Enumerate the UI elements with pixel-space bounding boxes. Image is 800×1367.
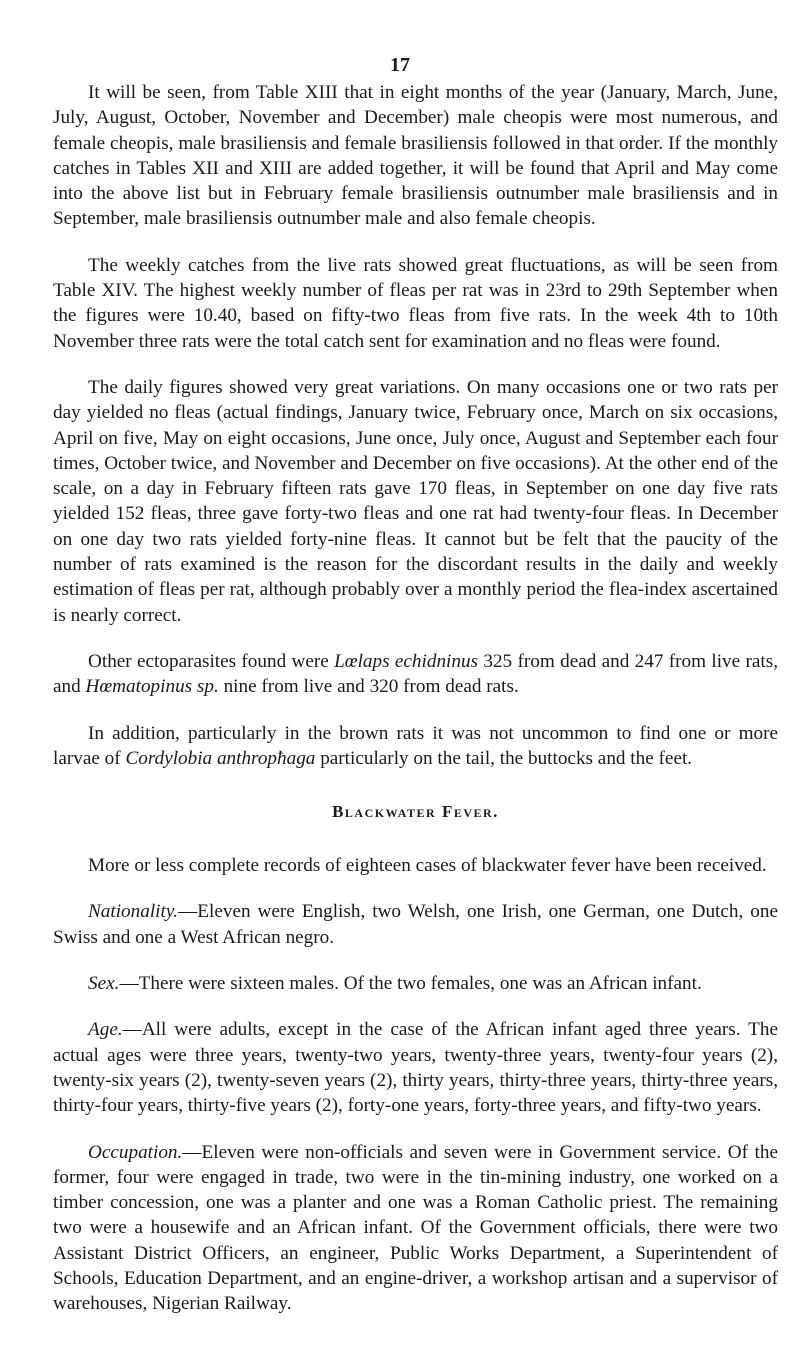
paragraph-sex	[53, 971, 778, 996]
paragraph-daily-figures: The daily figures showed very great variations. On many occasions one or two rats per day yielded no fleas (actual findings, January twice, February once, March on six occasions, April on five, May on eight occasions, June once, July once, August and September each four times, October twice, and November and December on five occasions). At the other end of the scale, on a day in February fifteen rats gave 170 fleas, in September on one day five rats yielded 152 fleas, three gave forty-two fleas and one rat had twenty-four fleas. In December on one day two rats yielded forty-nine fleas. It cannot but be felt that the paucity of the number of rats examined is the reason for the discordant results in the daily and weekly estimation of fleas per rat, although probably over a monthly period the flea-index ascertained is nearly correct.	[53, 376, 778, 626]
lead-label: Age.	[88, 1019, 123, 1041]
page-number: 17	[390, 54, 410, 76]
species-name: Lœlaps echidninus	[334, 650, 479, 672]
lead-label: Occupation.	[88, 1141, 183, 1163]
paragraph-occupation	[53, 1140, 778, 1317]
paragraph-weekly-catches: The weekly catches from the live rats showed great fluctuations, as will be seen from Table XIV. The highest weekly number of fleas per rat was in 23rd to 29th September when the figures were 10.40, based on fifty-two fleas from five rats. In the week 4th to 10th November three rats were the total catch sent for examination and no fleas were found.	[53, 254, 778, 352]
section-heading: Blackwater Fever.	[332, 802, 499, 822]
lead-label: Sex.	[88, 973, 120, 995]
paragraph-ectoparasites	[53, 649, 778, 700]
text-span: In addition, particularly in the brown rats it was not uncommon to find one or more larvae of	[53, 722, 778, 769]
species-name: Hœmatopinus sp.	[85, 676, 219, 698]
paragraph-larvae	[53, 721, 778, 772]
species-name: Cordylobia anthropħaga	[125, 747, 316, 769]
paragraph-records: More or less complete records of eighteen cases of blackwater fever have been received.	[88, 855, 767, 877]
text-span: nine from live and 320 from dead rats.	[218, 676, 519, 698]
text-span: particularly on the tail, the buttocks and the feet.	[315, 747, 693, 769]
text-span: —There were sixteen males. Of the two females, one was an African infant.	[119, 973, 702, 995]
paragraph-monthly-catches: It will be seen, from Table XIII that in eight months of the year (January, March, June, July, August, October, November and December) male cheopis were most numerous, and female cheopis, male brasiliensis and female brasiliensis followed in that order. If the monthly catches in Tables XII and XIII are added together, it will be found that April and May come into the above list but in February female brasiliensis outnumber male brasiliensis and in September, male brasiliensis outnumber male and also female cheopis.	[53, 82, 778, 230]
text-span: —Eleven were non-officials and seven were in Government service. Of the former, four were engaged in trade, two were in the tin-mining industry, one worked on a timber concession, one was a planter and one was a Roman Catholic priest. The remaining two were a housewife and an African infant. Of the Government officials, there were two Assistant District Officers, an engineer, Public Works Department, a Superintendent of Schools, Education Department, and an engine-driver, a workshop artisan and a supervisor of warehouses, Nigerian Railway.	[53, 1141, 778, 1315]
text-span: —Eleven were English, two Welsh, one Irish, one German, one Dutch, one Swiss and one a West African negro.	[53, 901, 778, 948]
paragraph-nationality	[53, 899, 778, 950]
text-span: 325 from dead and 247 from live rats, and	[53, 650, 778, 698]
text-span: Other ectoparasites found were	[88, 650, 335, 672]
paragraph-age	[53, 1017, 778, 1118]
lead-label: Nationality.	[88, 901, 179, 923]
text-span: —All were adults, except in the case of the African infant aged three years. The actual ages were three years, twenty-two years, twenty-three years, twenty-four years (2), twenty-six years (2), twenty-seven years (2), thirty years, thirty-three years, thirty-three years, thirty-four years, thirty-five years (2), forty-one years, forty-three years, and fifty-two years.	[53, 1019, 778, 1117]
